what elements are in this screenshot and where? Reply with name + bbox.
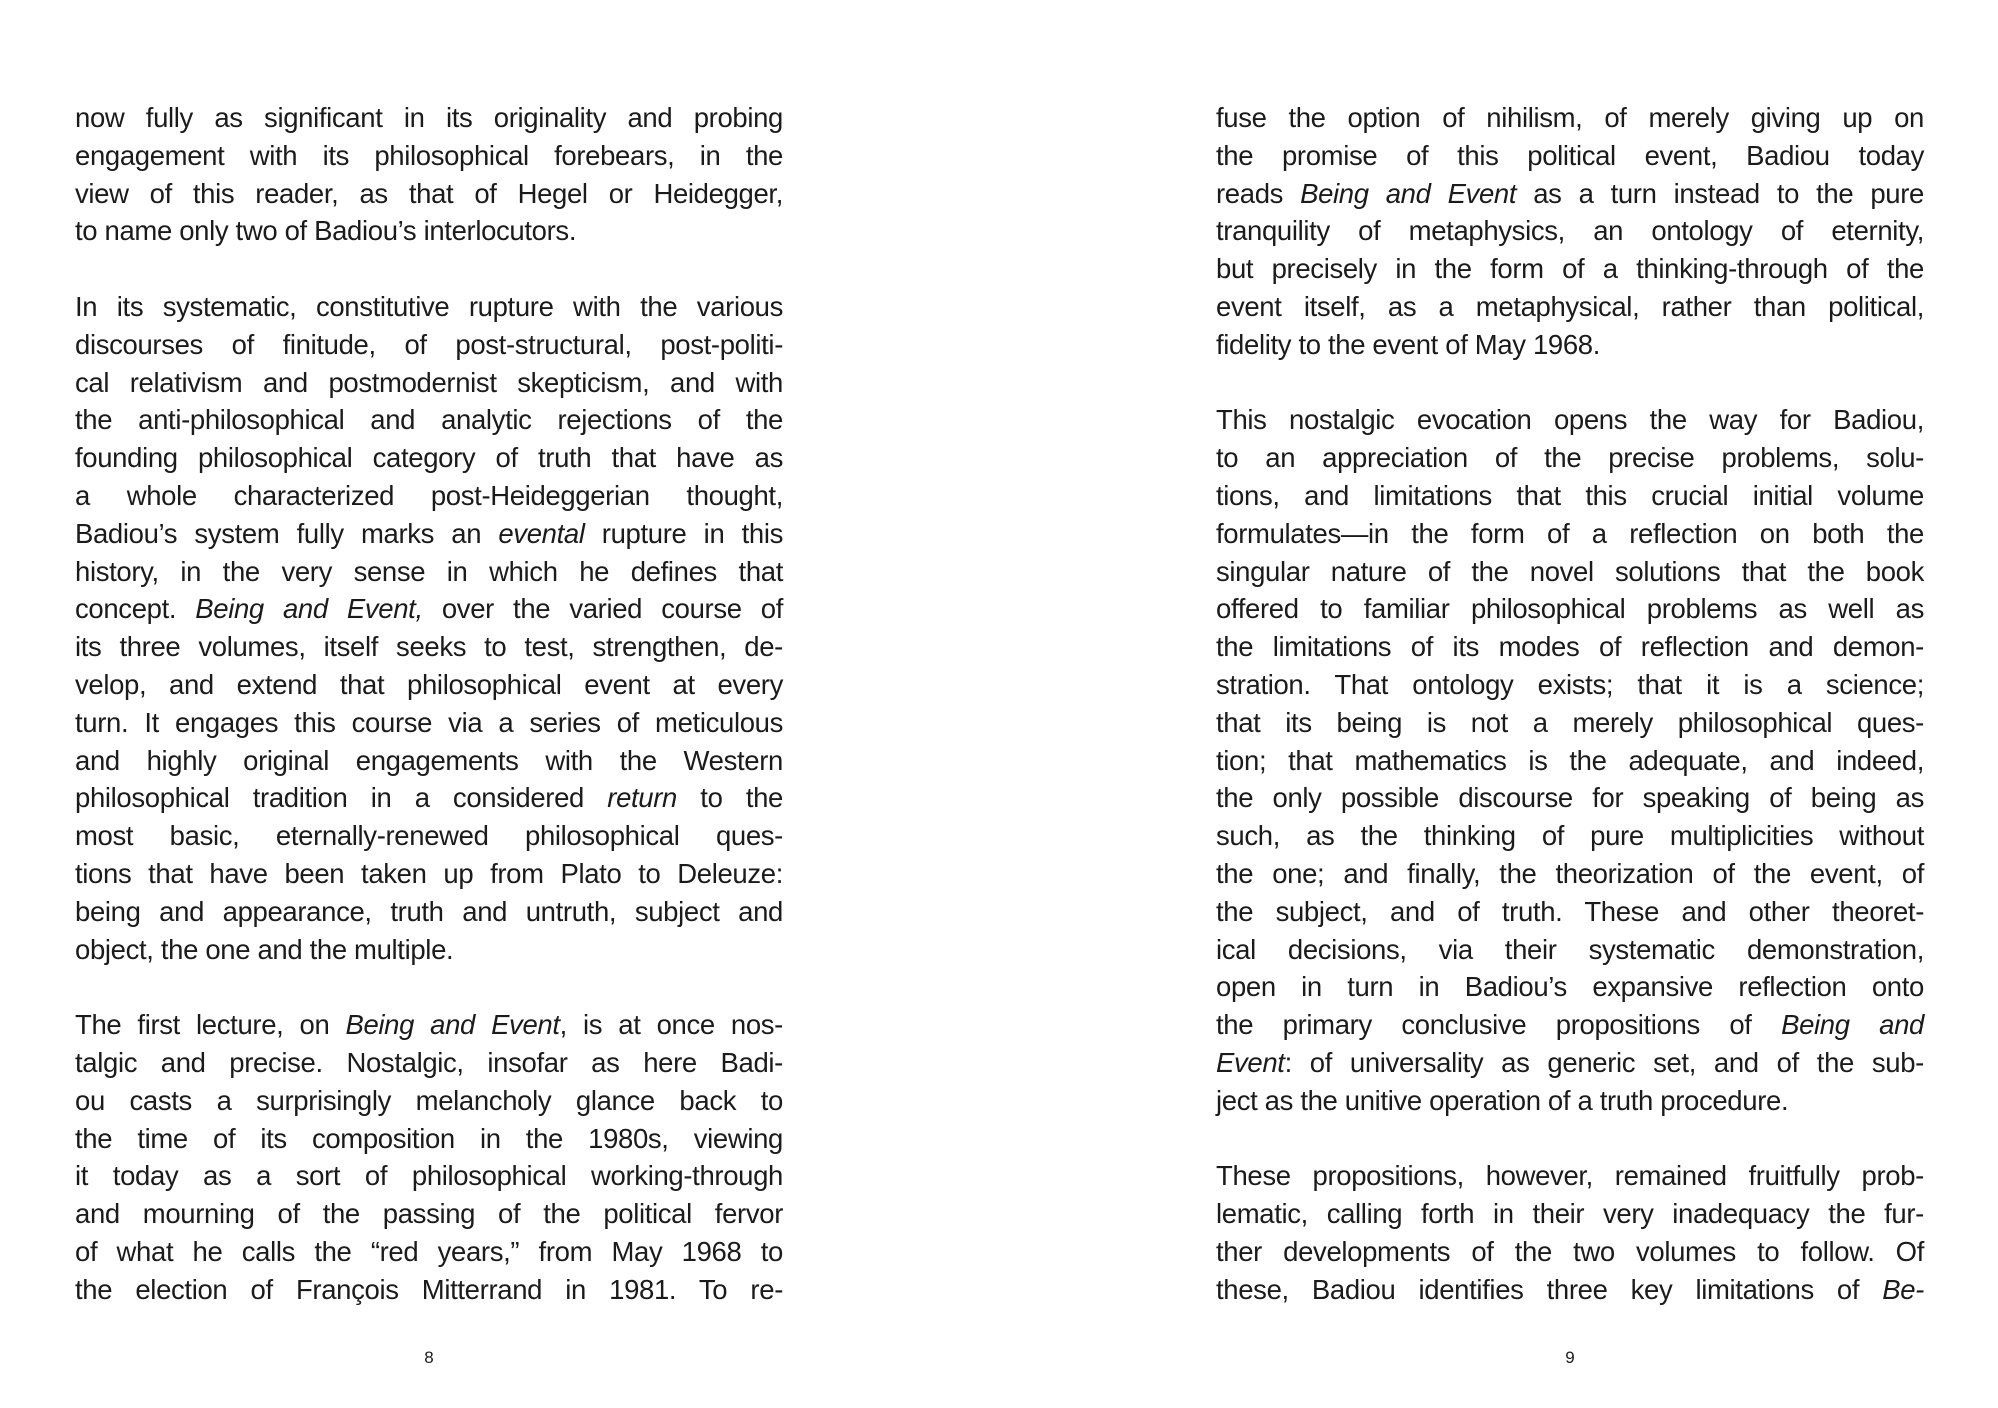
page-number: 8: [424, 1348, 434, 1367]
text-line: lematic, calling forth in their very inadequacy the fur-: [1216, 1198, 1924, 1230]
text-line: [1216, 1271, 1924, 1309]
text-line: that its being is not a merely philosophical ques-: [1216, 706, 1924, 738]
text-line: [1216, 1044, 1924, 1082]
text-line: open in turn in Badiou’s expansive reflection onto: [1216, 971, 1924, 1003]
text-line: discourses of finitude, of post-structural, post-politi-: [75, 328, 783, 360]
italic-title: return: [607, 782, 678, 814]
italic-title: Being and Event: [345, 1009, 560, 1041]
text-run: : of universality as generic set, and of the sub-: [1284, 1046, 1924, 1078]
text-run: the primary conclusive propositions of: [1216, 1009, 1782, 1041]
text-line: [75, 515, 783, 553]
text-run: rupture in this: [584, 517, 783, 549]
paragraph: [75, 1006, 783, 1308]
text-line: singular nature of the novel solutions that the book: [1216, 555, 1924, 587]
text-line: the election of François Mitterrand in 1981. To re-: [75, 1273, 783, 1305]
text-line: [75, 1006, 783, 1044]
text-line: [75, 779, 783, 817]
text-line: tranquility of metaphysics, an ontology of eternity,: [1216, 215, 1924, 247]
text-line: ther developments of the two volumes to follow. Of: [1216, 1235, 1924, 1267]
text-line: a whole characterized post-Heideggerian thought,: [75, 479, 783, 511]
text-line: history, in the very sense in which he defines that: [75, 555, 783, 587]
text-line: fidelity to the event of May 1968.: [1216, 328, 1601, 360]
text-line: the anti-philosophical and analytic rejections of the: [75, 404, 783, 436]
text-line: founding philosophical category of truth that have as: [75, 442, 783, 474]
paragraph: [75, 99, 783, 250]
text-line: [1216, 175, 1924, 213]
text-line: formulates—in the form of a reflection on both the: [1216, 517, 1924, 549]
text-line: and highly original engagements with the Western: [75, 744, 783, 776]
italic-title: evental: [498, 517, 585, 549]
text-line: ject as the unitive operation of a truth procedure.: [1216, 1084, 1789, 1116]
text-line: its three volumes, itself seeks to test, strengthen, de-: [75, 631, 783, 663]
text-run: The first lecture, on: [75, 1009, 346, 1041]
text-line: now fully as significant in its originality and probing: [75, 102, 783, 133]
paragraph: [75, 288, 783, 968]
text-line: and mourning of the passing of the political fervor: [75, 1198, 783, 1230]
italic-title: Being and Event,: [195, 593, 423, 625]
paragraph: [1216, 401, 1924, 1119]
text-line: to name only two of Badiou’s interlocutors.: [75, 215, 577, 247]
right-text-column: [1216, 99, 1924, 1346]
text-line: the one; and finally, the theorization of the event, of: [1216, 857, 1924, 889]
text-line: event itself, as a metaphysical, rather than political,: [1216, 290, 1924, 322]
text-line: ou casts a surprisingly melancholy glance back to: [75, 1084, 783, 1116]
text-line: ical decisions, via their systematic demonstration,: [1216, 933, 1924, 965]
text-line: [75, 590, 783, 628]
italic-title: Being and Event: [1300, 177, 1517, 209]
text-line: These propositions, however, remained fruitfully prob-: [1216, 1160, 1924, 1192]
left-text-column: [75, 99, 783, 1346]
text-line: but precisely in the form of a thinking-through of the: [1216, 253, 1924, 285]
text-line: velop, and extend that philosophical event at every: [75, 668, 783, 700]
text-run: Badiou’s system fully marks an: [75, 517, 499, 549]
text-line: tion; that mathematics is the adequate, and indeed,: [1216, 744, 1924, 776]
text-line: object, the one and the multiple.: [75, 933, 454, 965]
text-line: most basic, eternally-renewed philosophical ques-: [75, 820, 783, 852]
text-run: philosophical tradition in a considered: [75, 782, 608, 814]
text-run: over the varied course of: [422, 593, 784, 625]
text-run: , is at once nos-: [559, 1009, 783, 1041]
text-line: offered to familiar philosophical problems as well as: [1216, 593, 1924, 625]
page-number: 9: [1565, 1348, 1575, 1367]
paragraph: [1216, 99, 1924, 364]
text-line: being and appearance, truth and untruth, subject and: [75, 895, 783, 927]
text-line: it today as a sort of philosophical working-through: [75, 1160, 783, 1192]
italic-title: Be-: [1882, 1273, 1924, 1305]
text-line: the only possible discourse for speaking of being as: [1216, 782, 1924, 814]
paragraph: [1216, 1157, 1924, 1308]
text-run: concept.: [75, 593, 196, 625]
text-line: turn. It engages this course via a series of meticulous: [75, 706, 783, 738]
text-line: of what he calls the “red years,” from May 1968 to: [75, 1235, 783, 1267]
text-line: the promise of this political event, Badiou today: [1216, 139, 1924, 171]
text-line: engagement with its philosophical forebears, in the: [75, 139, 783, 171]
text-line: the limitations of its modes of reflection and demon-: [1216, 631, 1924, 663]
text-line: tions, and limitations that this crucial initial volume: [1216, 479, 1924, 511]
text-line: to an appreciation of the precise problems, solu-: [1216, 442, 1924, 474]
text-run: to the: [677, 782, 784, 814]
text-line: fuse the option of nihilism, of merely giving up on: [1216, 102, 1924, 133]
text-line: view of this reader, as that of Hegel or Heidegger,: [75, 177, 783, 209]
right-page: [999, 0, 1998, 1408]
text-line: the subject, and of truth. These and other theoret-: [1216, 895, 1924, 927]
text-line: such, as the thinking of pure multiplicities without: [1216, 820, 1924, 852]
text-line: cal relativism and postmodernist skepticism, and with: [75, 366, 783, 398]
text-line: the time of its composition in the 1980s, viewing: [75, 1122, 783, 1154]
text-run: reads: [1216, 177, 1301, 209]
text-line: stration. That ontology exists; that it is a science;: [1216, 668, 1924, 700]
text-line: tions that have been taken up from Plato to Deleuze:: [75, 857, 783, 889]
text-run: as a turn instead to the pure: [1516, 177, 1924, 209]
text-line: In its systematic, constitutive rupture with the various: [75, 290, 783, 322]
text-run: these, Badiou identifies three key limitations of: [1216, 1273, 1883, 1305]
text-line: This nostalgic evocation opens the way for Badiou,: [1216, 404, 1924, 436]
text-line: [1216, 1006, 1924, 1044]
italic-title: Event: [1216, 1046, 1285, 1078]
text-line: talgic and precise. Nostalgic, insofar as here Badi-: [75, 1046, 783, 1078]
italic-title: Being and: [1781, 1009, 1924, 1041]
